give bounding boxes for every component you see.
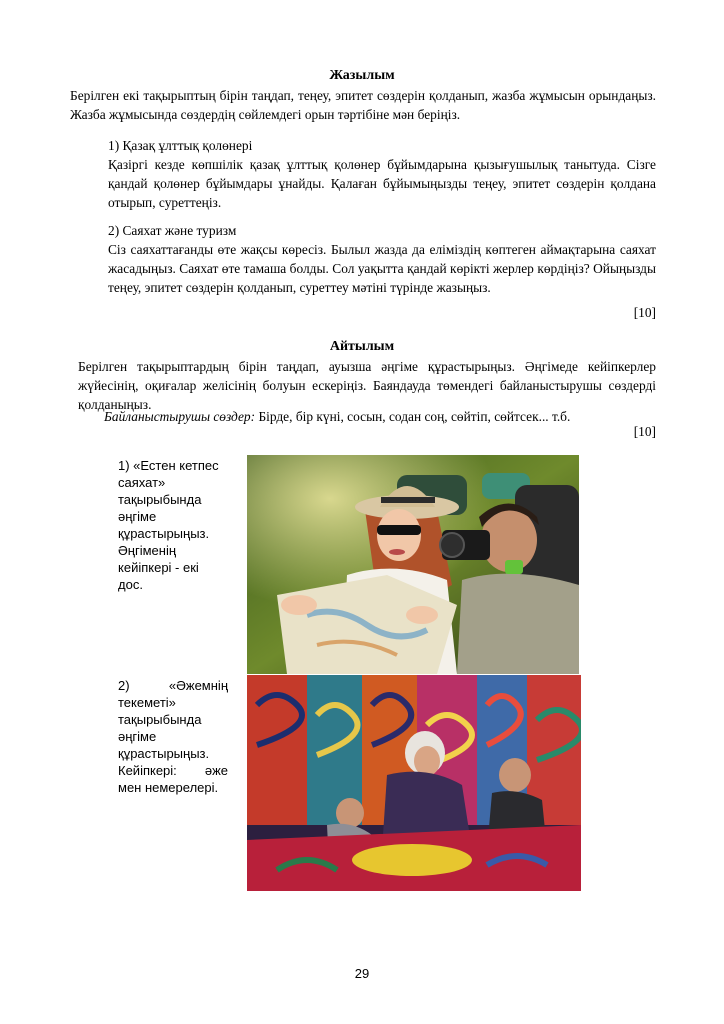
speaking-task-2: 2) «Әжемнің текеметі» тақырыбында әңгіме құрастырыңыз. Кейіпкері: әже мен немерелері. xyxy=(118,678,228,795)
speaking-instruction: Берілген тақырыптардың бірін таңдап, ауызша әңгіме құрастырыңыз. Әңгімеде кейіпкерлер жүйесінің, оқиғалар желісінің болуын ескеріңіз. Баяндауда төмендегі байланыстырушы сөздерді қолданыңыз. xyxy=(78,359,656,412)
speaking-task-1: 1) «Естен кетпес саяхат» тақырыбында әңгіме құрастырыңыз. Әңгіменің кейіпкері - екі дос. xyxy=(118,458,219,592)
connector-words: Бірде, бір күні, сосын, содан соң, сөйтіп, сөйтсек... т.б. xyxy=(255,409,571,424)
travel-photo xyxy=(247,455,579,674)
writing-score: [10] xyxy=(633,305,656,320)
topic-2-heading: 2) Саяхат және туризм xyxy=(108,223,237,238)
topic-1-text: Қазіргі кезде көпшілік қазақ ұлттық қолөнер бұйымдарына қызығушылық танытуда. Сізге қандай қолөнер бұйымдары ұнайды. Қалаған бұйымыңызды теңеу, эпитет сөздерін қолдана отырып, суреттеңіз. xyxy=(108,157,656,210)
page-number: 29 xyxy=(354,966,370,981)
writing-instruction: Берілген екі тақырыптың бірін таңдап, теңеу, эпитет сөздерін қолданып, жазба жұмысын орындаңыз. Жазба жұмысында сөздердің сөйлемдегі орын тәртібіне мән беріңіз. xyxy=(70,88,656,122)
topic-1-heading: 1) Қазақ ұлттық қолөнері xyxy=(108,138,253,153)
felt-carpet-photo xyxy=(247,675,581,891)
section-title-speaking: Айтылым xyxy=(329,339,395,354)
connector-words-label: Байланыстырушы сөздер: xyxy=(104,409,256,424)
topic-2-text: Сіз саяхаттағанды өте жақсы көресіз. Былыл жазда да еліміздің көптеген аймақтарына саяхат жасадыңыз. Саяхат өте тамаша болды. Сол уақытта қандай көрікті жерлер көрдіңіз? Ойыңызды теңеу, эпитет сөздерін қолданып, суреттеу мәтіні түрінде жазыңыз. xyxy=(108,242,656,295)
section-title-writing: Жазылым xyxy=(329,68,395,83)
speaking-score: [10] xyxy=(633,424,656,439)
